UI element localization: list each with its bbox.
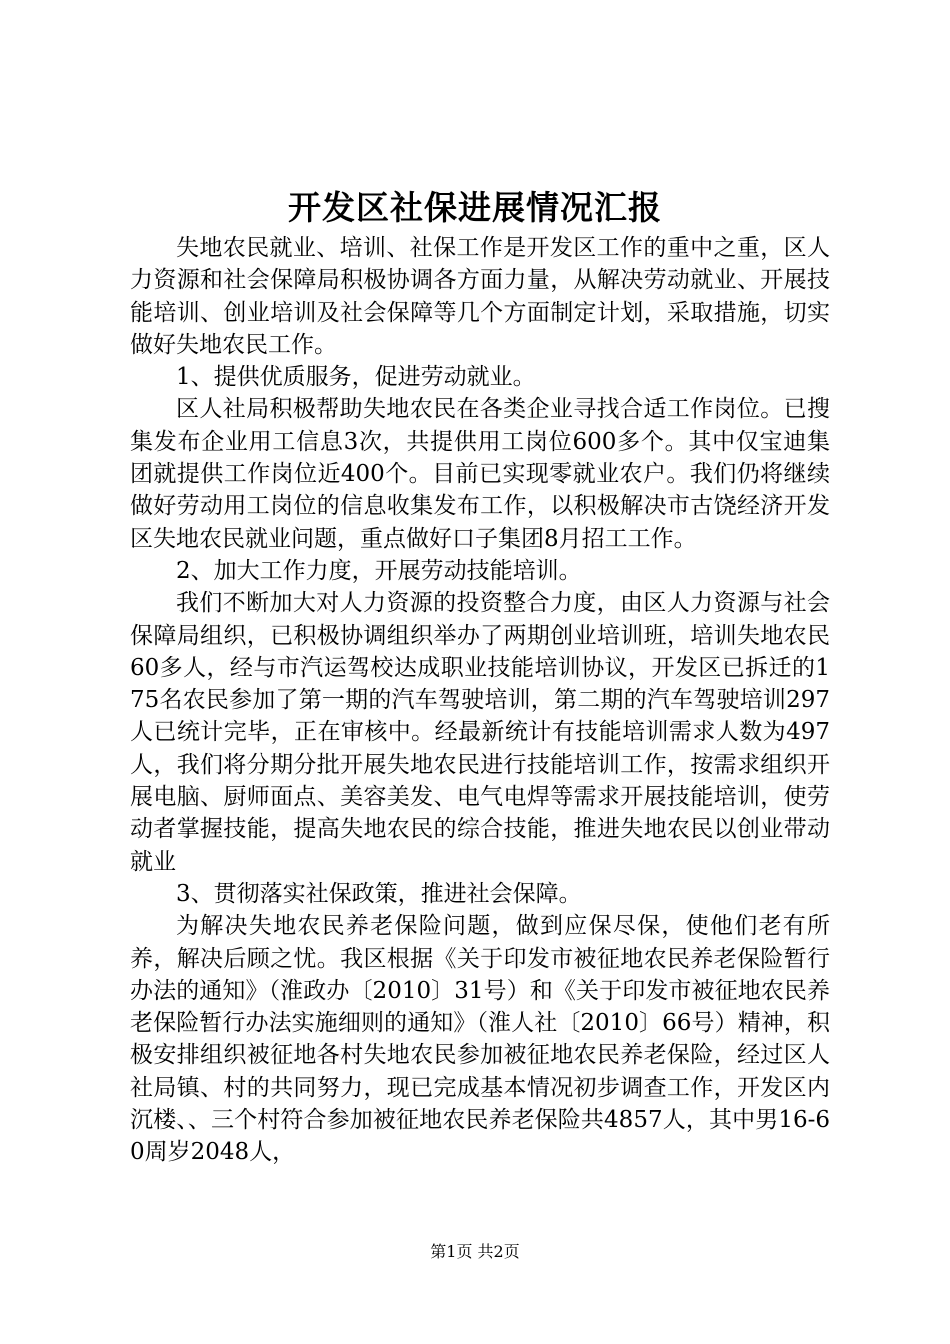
section-heading-employment: 1、提供优质服务，促进劳动就业。 [176,364,536,391]
document-title: 开发区社保进展情况汇报 [288,188,662,227]
training-paragraph: 我们不断加大对人力资源的投资整合力度，由区人力资源与社会保障局组织，已积极协调组织举办了两期创业培训班，培训失地农民60多人，经与市汽运驾校达成职业技能培训协议，开发区已拆迁的175名农民参加了第一期的汽车驾驶培训，第二期的汽车驾驶培训297人已统计完毕，正在审核中。经最新统计有技能培训需求人数为497人，我们将分期分批开展失地农民进行技能培训工作，按需求组织开展电脑、厨师面点、美容美发、电气电焊等需求开展技能培训，使劳动者掌握技能，提高失地农民的综合技能，推进失地农民以创业带动就业 [130,590,830,875]
employment-paragraph: 区人社局积极帮助失地农民在各类企业寻找合适工作岗位。已搜集发布企业用工信息3次，共提供用工岗位600多个。其中仅宝迪集团就提供工作岗位近400个。目前已实现零就业农户。我们仍将继续做好劳动用工岗位的信息收集发布工作，以积极解决市古饶经济开发区失地农民就业问题，重点做好口子集团8月招工工作。 [130,396,830,552]
page-footer: 第1页 共2页 [430,1242,520,1261]
section-heading-social-security: 3、贯彻落实社保政策，推进社会保障。 [176,880,582,907]
document-body [130,232,830,1169]
section-heading-training: 2、加大工作力度，开展劳动技能培训。 [176,557,582,584]
intro-paragraph: 失地农民就业、培训、社保工作是开发区工作的重中之重，区人力资源和社会保障局积极协调各方面力量，从解决劳动就业、开展技能培训、创业培训及社会保障等几个方面制定计划，采取措施，切实做好失地农民工作。 [130,235,830,358]
social-security-paragraph: 为解决失地农民养老保险问题，做到应保尽保，使他们老有所养，解决后顾之忧。我区根据《关于印发市被征地农民养老保险暂行办法的通知》（淮政办〔2010〕31号）和《关于印发市被征地农民养老保险暂行办法实施细则的通知》（淮人社〔2010〕66号）精神，积极安排组织被征地各村失地农民参加被征地农民养老保险，经过区人社局镇、村的共同努力，现已完成基本情况初步调查工作，开发区内沉楼、、三个村符合参加被征地农民养老保险共4857人，其中男16-60周岁2048人， [130,913,830,1166]
